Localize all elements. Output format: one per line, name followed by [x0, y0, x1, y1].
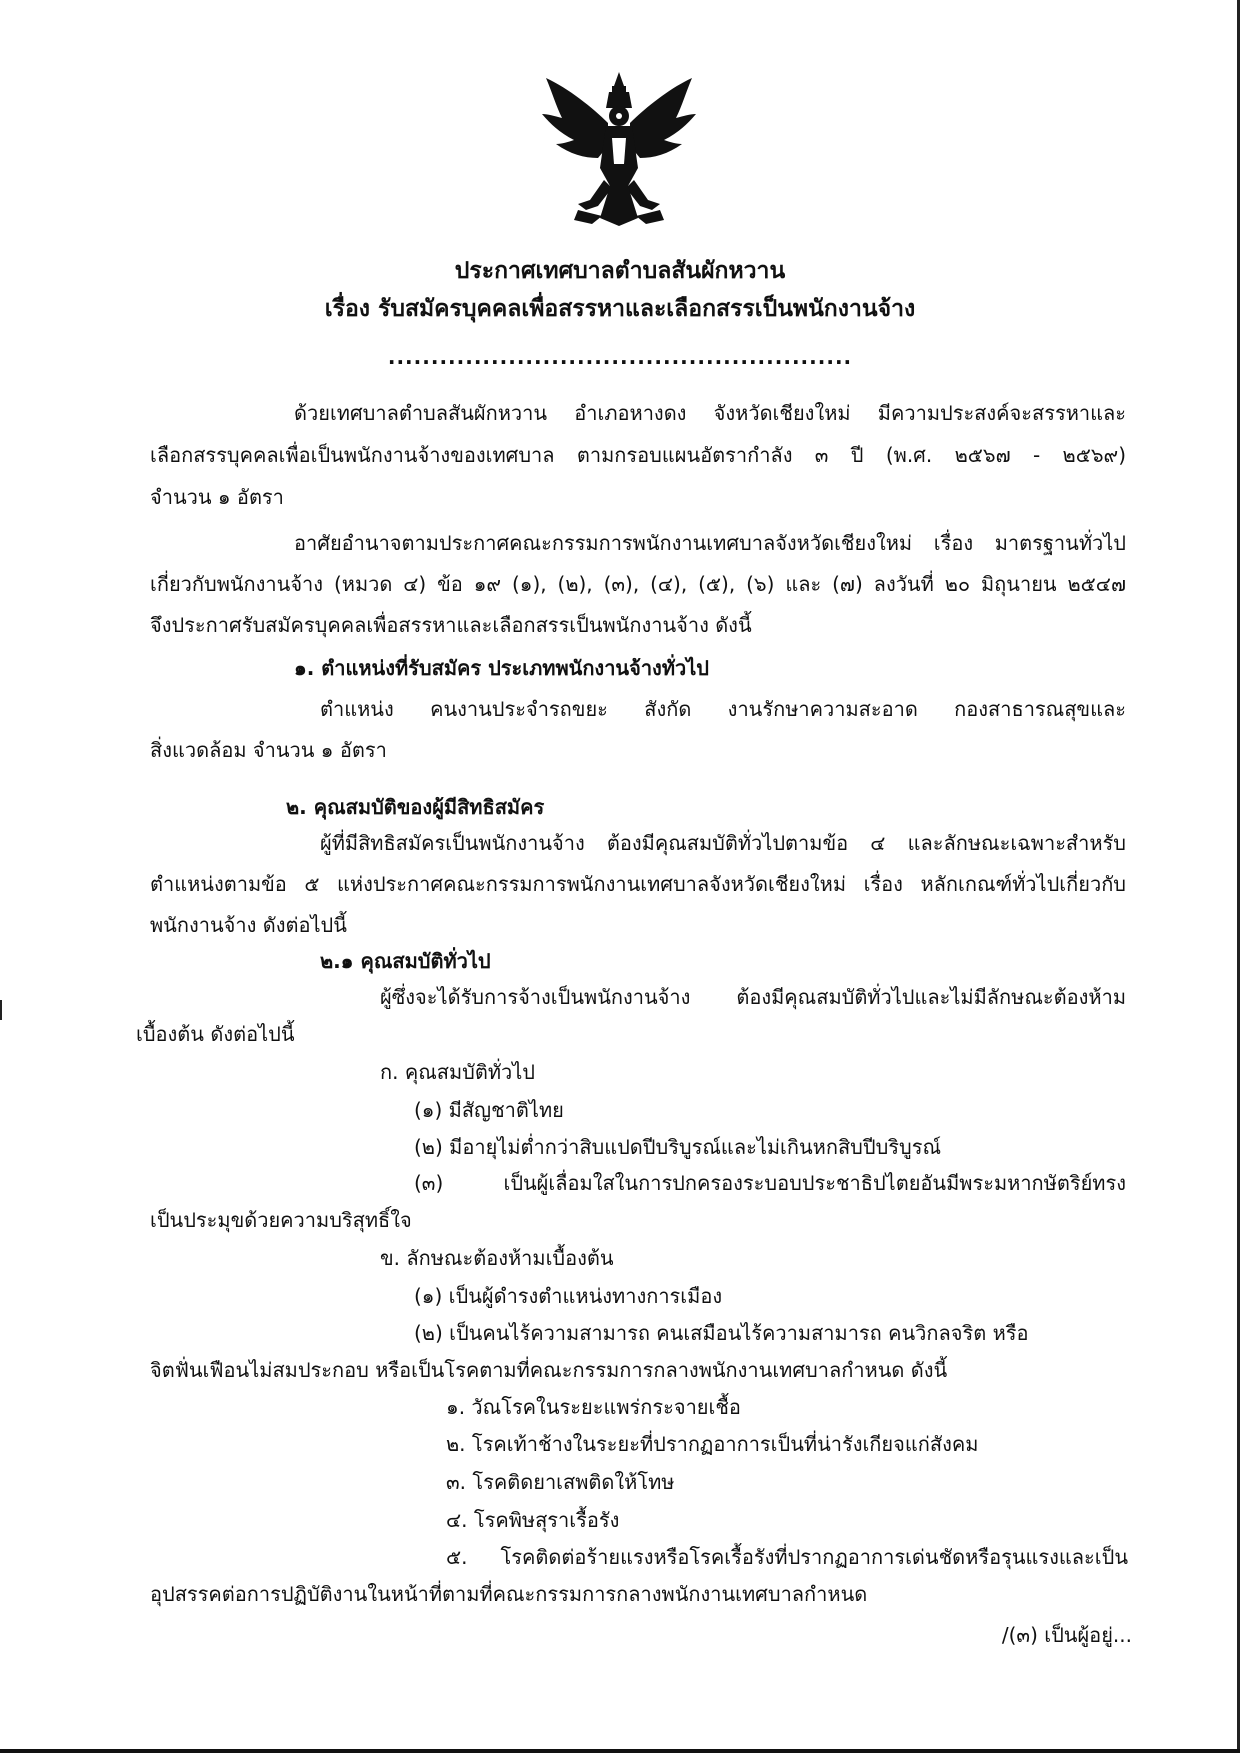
- kho-heading: ข. ลักษณะต้องห้ามเบื้องต้น: [380, 1246, 614, 1270]
- announcement-subject: เรื่อง รับสมัครบุคคลเพื่อสรรหาและเลือกสรรเป็นพนักงานจ้าง: [324, 296, 916, 322]
- intro-p2-line-2: เกี่ยวกับพนักงานจ้าง (หมวด ๔) ข้อ ๑๙ (๑), (๒), (๓), (๔), (๕), (๖) และ (๗) ลงวันที่ ๒๐ มิถุนายน ๒๕๔๗: [150, 572, 1126, 596]
- scan-edge-left: [0, 1000, 2, 1020]
- section-1-line-1: ตำแหน่ง คนงานประจำรถขยะ สังกัด งานรักษาความสะอาด กองสาธารณสุขและ: [320, 697, 1126, 721]
- subsection-2-1-heading: ๒.๑ คุณสมบัติทั่วไป: [320, 949, 491, 973]
- disease-4: ๔. โรคพิษสุราเรื้อรัง: [446, 1508, 620, 1532]
- section-2-line-1: ผู้ที่มีสิทธิสมัครเป็นพนักงานจ้าง ต้องมีคุณสมบัติทั่วไปตามข้อ ๔ และลักษณะเฉพาะสำหรับ: [320, 831, 1126, 855]
- intro-p1-line-1: ด้วยเทศบาลตำบลสันผักหวาน อำเภอหางดง จังหวัดเชียงใหม่ มีความประสงค์จะสรรหาและ: [294, 401, 1126, 425]
- intro-p2-line-1: อาศัยอำนาจตามประกาศคณะกรรมการพนักงานเทศบาลจังหวัดเชียงใหม่ เรื่อง มาตรฐานทั่วไป: [294, 531, 1126, 555]
- disease-5-cont: อุปสรรคต่อการปฏิบัติงานในหน้าที่ตามที่คณะกรรมการกลางพนักงานเทศบาลกำหนด: [150, 1582, 868, 1606]
- section-1-line-2: สิ่งแวดล้อม จำนวน ๑ อัตรา: [150, 738, 387, 762]
- kho-item-1: (๑) เป็นผู้ดำรงตำแหน่งทางการเมือง: [414, 1284, 723, 1308]
- announcement-title: ประกาศเทศบาลตำบลสันผักหวาน: [454, 258, 786, 284]
- subsection-2-1-line-2: เบื้องต้น ดังต่อไปนี้: [136, 1022, 295, 1046]
- disease-3: ๓. โรคติดยาเสพติดให้โทษ: [446, 1470, 675, 1494]
- kho-item-2: (๒) เป็นคนไร้ความสามารถ คนเสมือนไร้ความสามารถ คนวิกลจริต หรือ: [414, 1321, 1029, 1345]
- disease-2: ๒. โรคเท้าช้างในระยะที่ปรากฏอาการเป็นที่น่ารังเกียจแก่สังคม: [446, 1432, 979, 1456]
- scan-edge-bottom: [0, 1749, 1240, 1753]
- disease-1: ๑. วัณโรคในระยะแพร่กระจายเชื้อ: [446, 1395, 741, 1419]
- section-2-line-3: พนักงานจ้าง ดังต่อไปนี้: [150, 913, 347, 937]
- garuda-emblem-icon: [538, 68, 700, 230]
- ko-item-2: (๒) มีอายุไม่ต่ำกว่าสิบแปดปีบริบูรณ์และไม่เกินหกสิบปีบริบูรณ์: [414, 1135, 941, 1159]
- ko-heading: ก. คุณสมบัติทั่วไป: [380, 1060, 535, 1084]
- intro-p1-line-3: จำนวน ๑ อัตรา: [150, 485, 284, 509]
- ko-item-1: (๑) มีสัญชาติไทย: [414, 1098, 564, 1122]
- intro-p2-line-3: จึงประกาศรับสมัครบุคคลเพื่อสรรหาและเลือกสรรเป็นพนักงานจ้าง ดังนี้: [150, 613, 752, 637]
- page-continuation: /(๓) เป็นผู้อยู่...: [1001, 1623, 1132, 1647]
- section-1-heading: ๑. ตำแหน่งที่รับสมัคร ประเภทพนักงานจ้างทั่วไป: [294, 656, 709, 680]
- header-separator: ......................................................: [387, 345, 853, 369]
- kho-item-2-cont: จิตฟั่นเฟือนไม่สมประกอบ หรือเป็นโรคตามที่คณะกรรมการกลางพนักงานเทศบาลกำหนด ดังนี้: [150, 1358, 948, 1382]
- intro-p1-line-2: เลือกสรรบุคคลเพื่อเป็นพนักงานจ้างของเทศบาล ตามกรอบแผนอัตรากำลัง ๓ ปี (พ.ศ. ๒๕๖๗ - ๒๕๖๙): [150, 443, 1126, 467]
- ko-item-3-cont: เป็นประมุขด้วยความบริสุทธิ์ใจ: [150, 1208, 412, 1232]
- disease-5: ๕. โรคติดต่อร้ายแรงหรือโรคเรื้อรังที่ปรากฏอาการเด่นชัดหรือรุนแรงและเป็น: [446, 1545, 1128, 1569]
- subsection-2-1-line-1: ผู้ซึ่งจะได้รับการจ้างเป็นพนักงานจ้าง ต้องมีคุณสมบัติทั่วไปและไม่มีลักษณะต้องห้าม: [380, 985, 1126, 1009]
- section-2-line-2: ตำแหน่งตามข้อ ๕ แห่งประกาศคณะกรรมการพนักงานเทศบาลจังหวัดเชียงใหม่ เรื่อง หลักเกณฑ์ทั่วไปเกี่ยวกับ: [150, 872, 1126, 896]
- section-2-heading: ๒. คุณสมบัติของผู้มีสิทธิสมัคร: [286, 795, 545, 819]
- ko-item-3: (๓) เป็นผู้เลื่อมใสในการปกครองระบอบประชาธิปไตยอันมีพระมหากษัตริย์ทรง: [414, 1171, 1126, 1195]
